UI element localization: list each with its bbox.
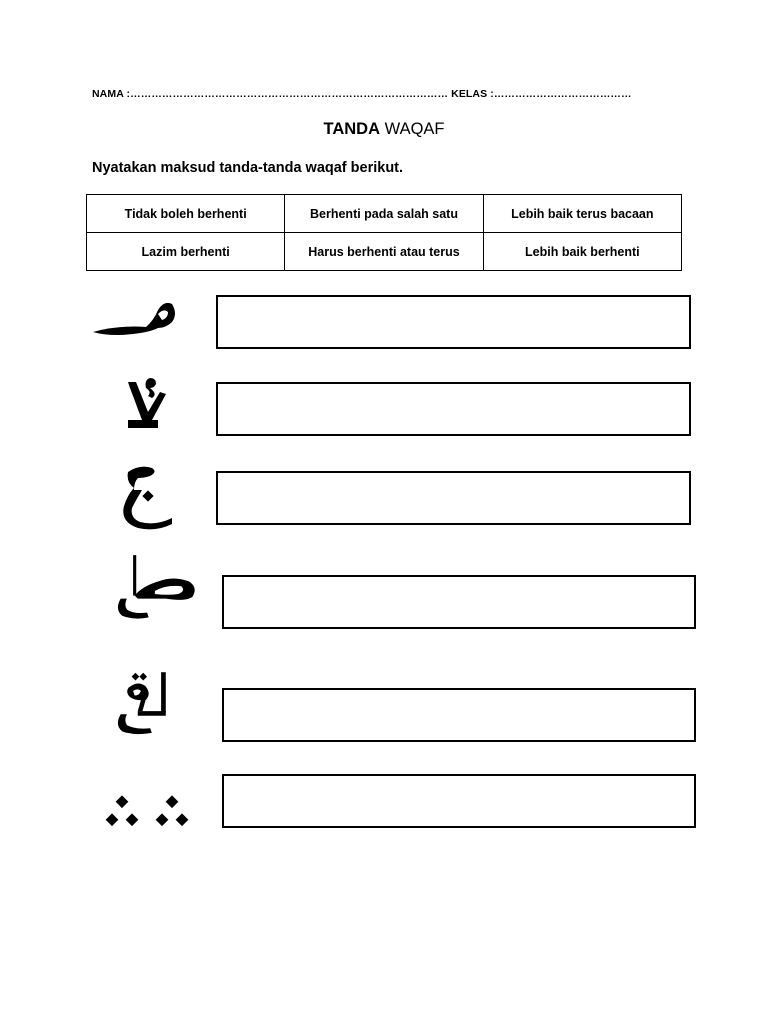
waqaf-jim-icon: [100, 460, 220, 530]
option-cell: Tidak boleh berhenti: [87, 195, 285, 233]
option-cell: Harus berhenti atau terus: [285, 233, 483, 271]
instruction-text: Nyatakan maksud tanda-tanda waqaf berikut.: [92, 160, 404, 176]
option-cell: Lebih baik terus bacaan: [483, 195, 681, 233]
options-table: [86, 194, 682, 271]
title-bold: TANDA: [323, 120, 381, 138]
answer-box[interactable]: [222, 575, 696, 629]
waqaf-la-icon: [100, 372, 220, 442]
waqaf-muanaqah-icon: [100, 776, 220, 846]
option-cell: Berhenti pada salah satu: [285, 195, 483, 233]
answer-box[interactable]: [216, 295, 691, 349]
waqaf-sala-icon: [98, 552, 218, 622]
student-info-line: NAMA :……………………………………………………………………………… KELAS :…………………………………: [92, 88, 632, 100]
title-regular: WAQAF: [384, 120, 445, 138]
answer-box[interactable]: [222, 774, 696, 828]
waqaf-qala-icon: [98, 666, 218, 736]
page-title: [0, 120, 768, 139]
answer-box[interactable]: [216, 471, 691, 525]
answer-box[interactable]: [222, 688, 696, 742]
options-row: [87, 233, 682, 271]
option-cell: Lebih baik berhenti: [483, 233, 681, 271]
waqaf-mim-icon: [88, 292, 208, 362]
answer-box[interactable]: [216, 382, 691, 436]
options-row: [87, 195, 682, 233]
option-cell: Lazim berhenti: [87, 233, 285, 271]
